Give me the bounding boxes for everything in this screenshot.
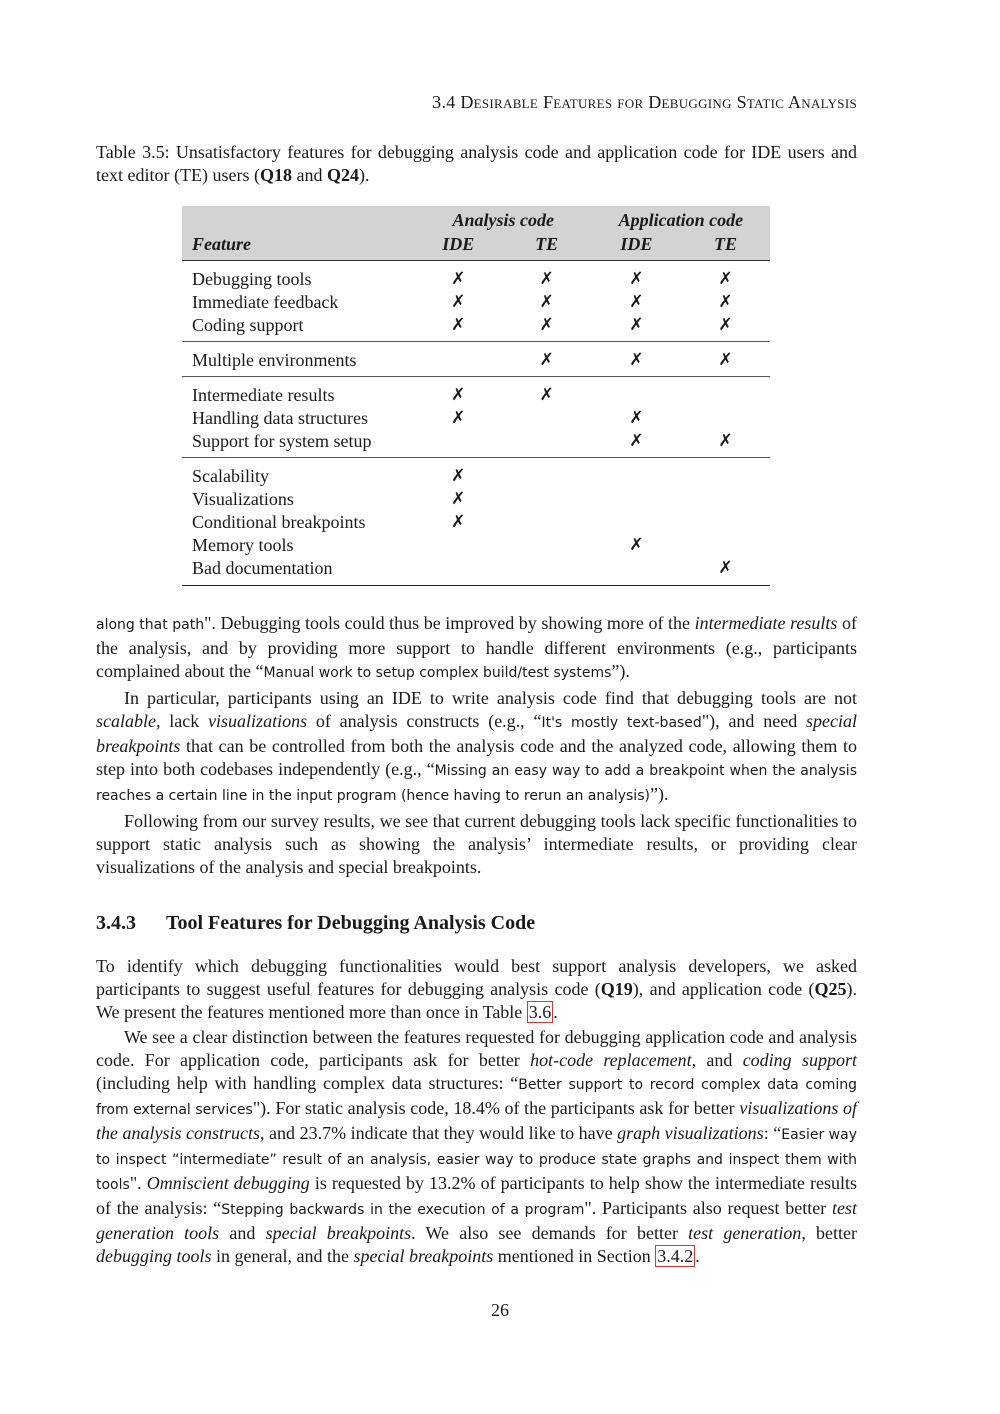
mark-cell xyxy=(502,511,592,534)
text: , and xyxy=(691,1050,743,1070)
mark-cell: ✗ xyxy=(629,269,644,289)
feature-cell: Intermediate results xyxy=(192,385,335,405)
feature-cell: Conditional breakpoints xyxy=(192,512,366,532)
table-row xyxy=(182,534,770,557)
paragraph xyxy=(96,1026,857,1268)
mark-cell xyxy=(681,488,770,511)
mark-cell xyxy=(502,557,592,586)
text: "), and need xyxy=(701,711,806,731)
table-row xyxy=(182,511,770,534)
emphasis: visualizations xyxy=(208,711,308,731)
body-text-lower xyxy=(96,955,857,1268)
section-ref-link[interactable]: 3.4.2 xyxy=(657,1246,694,1266)
mark-cell: ✗ xyxy=(592,430,681,458)
table-row xyxy=(182,458,770,489)
mark-cell: ✗ xyxy=(502,342,592,377)
emphasis: hot-code replacement xyxy=(530,1050,692,1070)
feature-cell: Immediate feedback xyxy=(192,292,339,312)
emphasis: test generation xyxy=(688,1223,802,1243)
mark-cell xyxy=(681,458,770,489)
text: ). We present the features mentioned more than once in Table xyxy=(96,979,857,1022)
text: . xyxy=(553,1002,558,1022)
paragraph xyxy=(96,612,857,685)
text: ". Debugging tools could thus be improved by showing more of the xyxy=(204,613,695,633)
text: To identify which debugging functionalities would best support analysis developers, we asked participants to suggest useful features for debugging analysis code ( xyxy=(96,956,857,999)
mark-cell: ✗ xyxy=(451,269,466,289)
caption-question-ref: Q24 xyxy=(326,165,359,185)
mark-cell: ✗ xyxy=(451,512,466,532)
text: ”). xyxy=(611,661,630,681)
emphasis: Omniscient debugging xyxy=(146,1173,310,1193)
mark-cell xyxy=(592,488,681,511)
paragraph xyxy=(96,955,857,1024)
mark-cell xyxy=(592,511,681,534)
mark-cell: ✗ xyxy=(629,292,644,312)
mark-cell: ✗ xyxy=(592,314,681,342)
body-text-upper xyxy=(96,612,857,879)
text: mentioned in Section xyxy=(493,1246,656,1266)
emphasis: debugging tools xyxy=(96,1246,212,1266)
mark-cell xyxy=(415,534,502,557)
mark-cell: ✗ xyxy=(502,314,592,342)
table-row xyxy=(182,488,770,511)
mark-cell: ✗ xyxy=(539,292,554,312)
table-column-header-row xyxy=(182,232,770,261)
feature-cell: Visualizations xyxy=(192,489,294,509)
mark-cell: ✗ xyxy=(539,269,554,289)
quote: along that path xyxy=(96,617,205,633)
mark-cell: ✗ xyxy=(451,408,466,428)
emphasis: graph visualizations xyxy=(617,1123,764,1143)
text: ), and application code ( xyxy=(632,979,815,999)
emphasis: scalable xyxy=(96,711,156,731)
mark-cell: ✗ xyxy=(451,466,466,486)
emphasis: special breakpoints xyxy=(96,711,857,756)
emphasis: special breakpoints xyxy=(353,1246,494,1266)
table-ref-link[interactable]: 3.6 xyxy=(528,1002,552,1022)
text: , lack xyxy=(156,711,209,731)
text: "). For static analysis code, 18.4% of the participants ask for better xyxy=(252,1098,740,1118)
mark-cell xyxy=(415,430,502,458)
text: : “ xyxy=(763,1123,782,1143)
question-ref: Q25 xyxy=(814,979,847,999)
mark-cell xyxy=(592,557,681,586)
feature-cell: Memory tools xyxy=(192,535,294,555)
table-group-header-row xyxy=(182,206,770,232)
mark-cell: ✗ xyxy=(592,342,681,377)
text: is requested by 13.2% of participants to help show the intermediate results of the analysis: “ xyxy=(96,1173,857,1218)
mark-cell xyxy=(502,458,592,489)
text: and xyxy=(219,1223,266,1243)
paragraph: Following from our survey results, we see that current debugging tools lack specific functionalities to support static analysis such as showing the analysis’ intermediate results, or providing clear visualizations of the analysis and special breakpoints. xyxy=(96,811,857,877)
text: of analysis constructs (e.g., “ xyxy=(307,711,542,731)
mark-cell: ✗ xyxy=(718,292,733,312)
mark-cell: ✗ xyxy=(681,314,770,342)
mark-cell: ✗ xyxy=(629,535,644,555)
caption-text: and xyxy=(291,165,327,185)
mark-cell xyxy=(415,342,502,377)
mark-cell xyxy=(415,557,502,586)
group-header-analysis-code: Analysis code xyxy=(415,206,592,232)
quote: Easier way to inspect “intermediate” result of an analysis, easier way to produce state graphs and inspect them with tools xyxy=(96,1127,857,1193)
table-row xyxy=(182,261,770,292)
question-ref: Q19 xyxy=(600,979,633,999)
mark-cell xyxy=(592,458,681,489)
emphasis: visualizations of the analysis constructs xyxy=(96,1098,857,1143)
text: We see a clear distinction between the features requested for debugging application code and analysis code. For application code, participants ask for better xyxy=(96,1027,857,1070)
quote: Better support to record complex data coming from external services xyxy=(96,1077,857,1118)
text: In particular, participants using an IDE to write analysis code find that debugging tools are not xyxy=(124,688,857,708)
table-row xyxy=(182,291,770,314)
mark-cell: ✗ xyxy=(681,342,770,377)
text: . xyxy=(695,1246,700,1266)
mark-cell: ✗ xyxy=(451,292,466,312)
column-header-application-ide: IDE xyxy=(592,232,681,261)
features-table xyxy=(182,206,770,586)
section-heading xyxy=(96,912,535,935)
text: in general, and the xyxy=(211,1246,354,1266)
feature-cell: Debugging tools xyxy=(192,269,312,289)
caption-text: ). xyxy=(358,165,370,185)
mark-cell: ✗ xyxy=(451,489,466,509)
paragraph xyxy=(96,687,857,808)
table-row xyxy=(182,342,770,377)
feature-cell: Bad documentation xyxy=(182,557,415,586)
text: ”). xyxy=(649,784,669,804)
quote: It's mostly text-based xyxy=(541,715,702,731)
text: . We also see demands for better xyxy=(411,1223,689,1243)
column-header-analysis-ide: IDE xyxy=(415,232,502,261)
group-header-application-code: Application code xyxy=(592,206,770,232)
emphasis: special breakpoints xyxy=(265,1223,412,1243)
mark-cell: ✗ xyxy=(681,557,770,586)
mark-cell: ✗ xyxy=(629,408,644,428)
column-header-application-te: TE xyxy=(681,232,770,261)
emphasis: test generation tools xyxy=(96,1198,857,1243)
section-title: Tool Features for Debugging Analysis Code xyxy=(166,912,536,934)
mark-cell xyxy=(502,407,592,430)
quote: Stepping backwards in the execution of a program xyxy=(221,1202,585,1218)
text: that can be controlled from both the analysis code and the analyzed code, allowing them to step into both codebases independently (e.g., “ xyxy=(96,736,857,779)
text: , better xyxy=(801,1223,858,1243)
mark-cell: ✗ xyxy=(539,385,554,405)
running-header: 3.4 Desirable Features for Debugging Static Analysis xyxy=(432,92,857,112)
caption-question-ref: Q18 xyxy=(259,165,292,185)
caption-text: Table 3.5: Unsatisfactory features for debugging analysis code and application code for IDE users and text editor (TE) users ( xyxy=(96,142,857,185)
mark-cell xyxy=(681,377,770,408)
text: (including help with handling complex data structures: “ xyxy=(96,1073,519,1093)
feature-cell: Support for system setup xyxy=(182,430,415,458)
feature-cell: Multiple environments xyxy=(182,342,415,377)
mark-cell: ✗ xyxy=(718,269,733,289)
mark-cell xyxy=(681,511,770,534)
quote: Manual work to setup complex build/test systems xyxy=(263,665,612,681)
mark-cell xyxy=(502,534,592,557)
mark-cell: ✗ xyxy=(681,430,770,458)
mark-cell xyxy=(592,377,681,408)
table-caption xyxy=(96,141,857,187)
emphasis: coding support xyxy=(742,1050,857,1070)
mark-cell xyxy=(502,430,592,458)
text: ". Participants also request better xyxy=(584,1198,832,1218)
table-row xyxy=(182,314,770,342)
feature-cell: Coding support xyxy=(182,314,415,342)
page-number: 26 xyxy=(491,1300,509,1320)
mark-cell xyxy=(681,534,770,557)
feature-cell: Scalability xyxy=(192,466,269,486)
table-row xyxy=(182,377,770,408)
mark-cell: ✗ xyxy=(451,385,466,405)
quote: Missing an easy way to add a breakpoint when the analysis reaches a certain line in the input program (hence having to rerun an analysis) xyxy=(96,763,857,804)
section-number: 3.4.3 xyxy=(96,912,136,934)
mark-cell: ✗ xyxy=(415,314,502,342)
emphasis: intermediate results xyxy=(694,613,838,633)
table-row xyxy=(182,407,770,430)
feature-cell: Handling data structures xyxy=(192,408,368,428)
table-row xyxy=(182,557,770,586)
column-header-analysis-te: TE xyxy=(502,232,592,261)
mark-cell xyxy=(502,488,592,511)
text: , and 23.7% indicate that they would like to have xyxy=(260,1123,618,1143)
column-header-feature: Feature xyxy=(182,232,415,261)
table-row xyxy=(182,430,770,458)
mark-cell xyxy=(681,407,770,430)
text: of the analysis, and by providing more support to handle different environments (e.g., participants complained about the “ xyxy=(96,613,857,681)
text: ". xyxy=(129,1173,147,1193)
